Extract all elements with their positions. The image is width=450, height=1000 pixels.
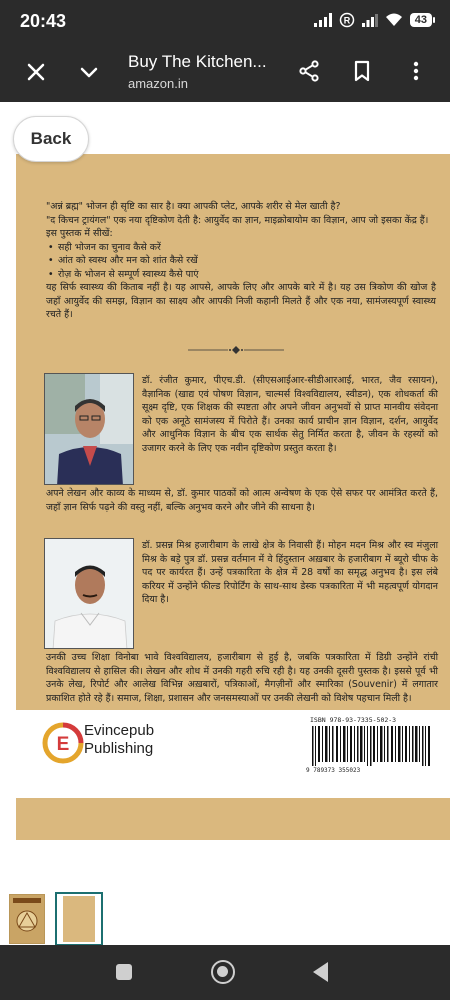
page-title-block[interactable]	[128, 52, 278, 91]
author-photo-1-illustration	[45, 374, 134, 485]
svg-text:E: E	[56, 734, 70, 755]
author-bio-2-cont: उनकी उच्च शिक्षा विनोबा भावे विश्वविद्यालय, हजारीबाग से हुई है, जबकि पत्रकारिता में डिग्री उन्होंने रांची विश्वविद्यालय से हासिल की। लेखन और शोध में उनकी गहरी रुचि रही है। यह उनकी दूसरी पुस्तक है। इससे पूर्व भी उनके लेख, रिपोर्ट और आलेख विभिन्न अख़बारों, पत्रिकाओं, मैगज़ीनों और स्मारिका (Souvenir) में लगातार प्रकाशित होते रहे हैं। समाज, शिक्षा, प्रशासन और जनसमस्याओं पर उनकी लेखनी को विशेष पहचान मिली है।	[46, 652, 438, 704]
wifi-icon	[385, 13, 403, 27]
isbn-digits: 9 789373 355023	[306, 767, 361, 774]
publisher-barcode-strip	[16, 710, 450, 798]
back-button[interactable]: Back	[13, 116, 89, 162]
publisher-line-1: Evincepub	[84, 722, 155, 739]
isbn-label: ISBN 978-93-7335-502-3	[310, 716, 397, 724]
recents-button[interactable]	[116, 964, 132, 980]
more-vert-icon[interactable]	[404, 59, 428, 83]
page-title: Buy The Kitchen...	[128, 52, 267, 71]
ornament-divider	[186, 345, 286, 355]
signal-icon-2	[362, 13, 378, 27]
intro-line-3: यह सिर्फ स्वास्थ्य की किताब नहीं है। यह आपसे, आपके लिए और आपके बारे में है। यह उस त्रिकोण की खोज है जहाँ आयुर्वेद की समझ, विज्ञान का साक्ष्य और आपकी निजी कहानी मिलते हैं और एक नया, सामंजस्यपूर्ण स्वास्थ्य रचते हैं।	[46, 282, 436, 320]
cover-intro	[46, 200, 436, 322]
author-photo-2-illustration	[45, 539, 134, 649]
bullet-item: • रोज़ के भोजन से सम्पूर्ण स्वास्थ्य कैसे पाएं	[46, 268, 436, 282]
thumbnail-front-cover[interactable]	[9, 894, 45, 944]
bullet-item: • सही भोजन का चुनाव कैसे करें	[46, 241, 436, 255]
front-cover-thumb-art	[10, 895, 44, 943]
registered-icon	[339, 12, 355, 28]
barcode-icon	[312, 726, 432, 766]
image-viewer	[0, 102, 450, 890]
status-time: 20:43	[20, 11, 67, 31]
bullet-item: • आंत को स्वस्थ और मन को शांत कैसे रखें	[46, 254, 436, 268]
publisher-name	[84, 722, 154, 758]
page-url: amazon.in	[128, 76, 188, 91]
book-back-cover-image[interactable]	[16, 154, 450, 840]
svg-text:R: R	[343, 15, 350, 26]
author-bio-2: डॉ. प्रसन्न मिश्र हजारीबाग के लाखे क्षेत्र के निवासी हैं। मोहन मदन मिश्र और स्व मंजुला मिश्र के बड़े पुत्र डॉ. प्रसन्न वर्तमान में वे हिंदुस्तान अख़बार के हजारीबाग में ब्यूरो चीफ के पद पर कार्यरत हैं। उन्हें पत्रकारिता के क्षेत्र में 28 वर्षों का समृद्ध अनुभव है। इस लंबे करियर में उन्होंने फील्ड रिपोर्टिंग के साथ-साथ डेस्क पत्रकारिता में भी महत्वपूर्ण योगदान दिया है।	[142, 540, 438, 605]
author-bio-1-cont: अपने लेखन और काव्य के माध्यम से, डॉ. कुमार पाठकों को आत्म अन्वेषण के एक ऐसे सफर पर आमंत्रित करते हैं, जहाँ ज्ञान सिर्फ पढ़ने की वस्तु नहीं, बल्कि अनुभव करने और जीने की साधना है।	[46, 488, 438, 513]
bookmark-icon[interactable]	[350, 59, 374, 83]
status-icons	[314, 12, 432, 28]
back-cover-thumb-art	[63, 896, 95, 942]
signal-icon	[314, 13, 332, 27]
publisher-line-2: Publishing	[84, 740, 154, 757]
close-icon[interactable]	[24, 60, 48, 84]
author-photo-2	[44, 538, 134, 649]
intro-line-2: "द किचन ट्रायंगल" एक नया दृष्टिकोण देती है: आयुर्वेद का ज्ञान, माइक्रोबायोम का विज्ञान, आप जो इसका केंद्र हैं। इस पुस्तक में सीखें:	[46, 214, 429, 239]
battery-icon: 43	[410, 13, 432, 27]
share-icon[interactable]	[297, 59, 321, 83]
status-bar	[0, 0, 450, 44]
author-bio-1: डॉ. रंजीत कुमार, पीएच.डी. (सीएसआईआर-सीडीआरआई, भारत, जैव रसायन), वैज्ञानिक (खाद्य एवं पोषण विज्ञान, चाल्मर्स विश्वविद्यालय, स्वीडन), एक शोधकर्ता की सूक्ष्म दृष्टि, एक शिक्षक की स्पष्टता और अपने जीवन अनुभवों से प्राप्त मानवीय संवेदना को एक अनूठे सामंजस्य में पिरोते हैं। उनका कार्य प्राचीन ज्ञान विज्ञान, दर्शन, आयुर्वेद और आधुनिक विज्ञान के बीच एक सार्थक सेतु निर्मित करता है, जीवन के रहस्यों को उजागर करने के लिए एक नवीन दृष्टिकोण प्रस्तुत करता है।	[142, 375, 438, 454]
intro-bullets	[46, 241, 436, 282]
custom-tab-toolbar	[0, 44, 450, 102]
system-nav-bar	[0, 945, 450, 1000]
intro-line-1: "अन्नं ब्रह्म" भोजन ही सृष्टि का सार है। क्या आपकी प्लेट, आपके शरीर से मेल खाती है?	[46, 201, 341, 212]
system-back-button[interactable]	[313, 962, 328, 982]
author-photo-1	[44, 373, 134, 485]
chevron-down-icon[interactable]	[77, 60, 101, 84]
evincepub-logo-icon	[42, 722, 84, 764]
thumbnail-back-cover-selected[interactable]	[55, 892, 103, 946]
home-button[interactable]	[211, 960, 235, 984]
